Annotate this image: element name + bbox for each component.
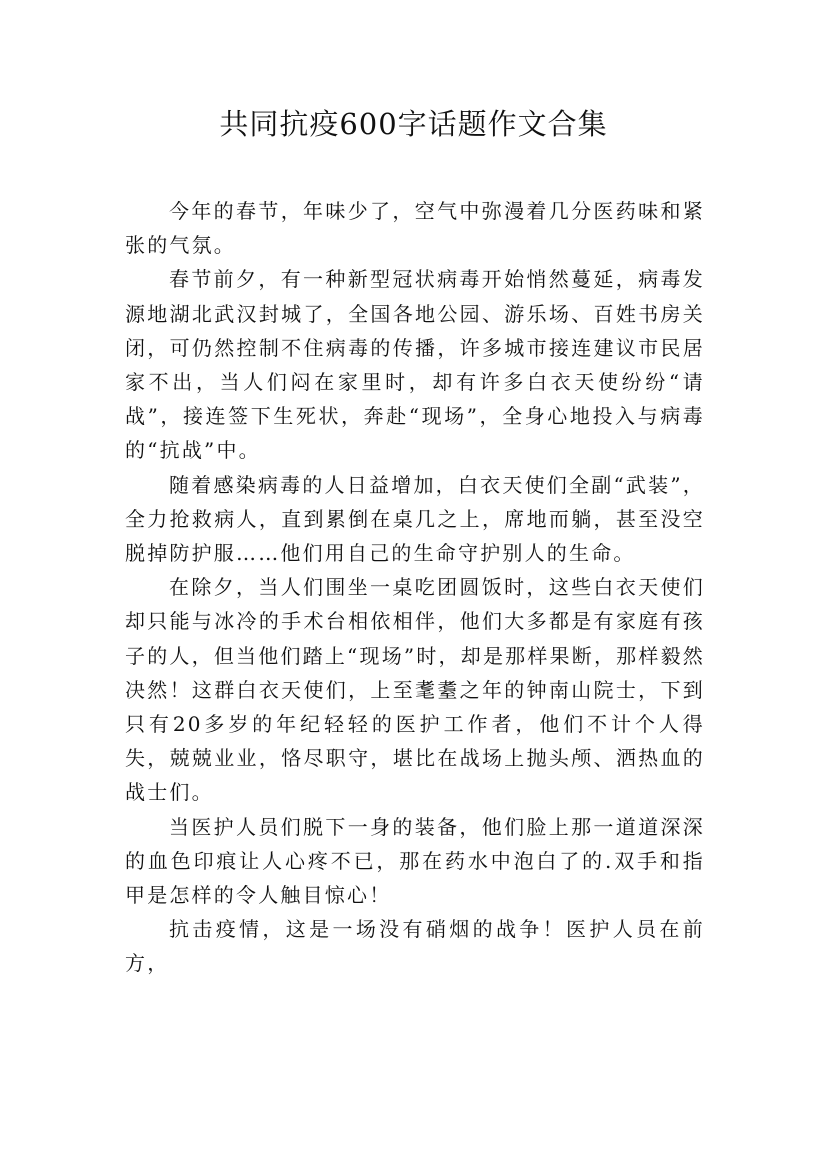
- document-title: 共同抗疫600字话题作文合集: [219, 107, 608, 141]
- paragraph: 抗击疫情，这是一场没有硝烟的战争！医护人员在前方，: [125, 917, 705, 976]
- paragraph: 今年的春节，年味少了，空气中弥漫着几分医药味和紧张的气氛。: [125, 199, 705, 258]
- paragraph: 当医护人员们脱下一身的装备，他们脸上那一道道深深的血色印痕让人心疼不已，那在药水中泡白了的.双手和指甲是怎样的令人触目惊心！: [125, 814, 705, 908]
- paragraph: 随着感染病毒的人日益增加，白衣天使们全副“武装”，全力抢救病人，直到累倒在桌几之上，席地而躺，甚至没空脱掉防护服……他们用自己的生命守护别人的生命。: [125, 472, 705, 566]
- document-body: [125, 194, 705, 981]
- paragraph: 春节前夕，有一种新型冠状病毒开始悄然蔓延，病毒发源地湖北武汉封城了，全国各地公园、游乐场、百姓书房关闭，可仍然控制不住病毒的传播，许多城市接连建议市民居家不出，当人们闷在家里时，却有许多白衣天使纷纷“请战”，接连签下生死状，奔赴“现场”，全身心地投入与病毒的“抗战”中。: [125, 267, 705, 463]
- paragraph: 在除夕，当人们围坐一桌吃团圆饭时，这些白衣天使们却只能与冰冷的手术台相依相伴，他们大多都是有家庭有孩子的人，但当他们踏上“现场”时，却是那样果断，那样毅然决然！这群白衣天使们，上至耄耋之年的钟南山院士，下到只有20多岁的年纪轻轻的医护工作者，他们不计个人得失，兢兢业业，恪尽职守，堪比在战场上抛头颅、洒热血的战士们。: [125, 575, 705, 805]
